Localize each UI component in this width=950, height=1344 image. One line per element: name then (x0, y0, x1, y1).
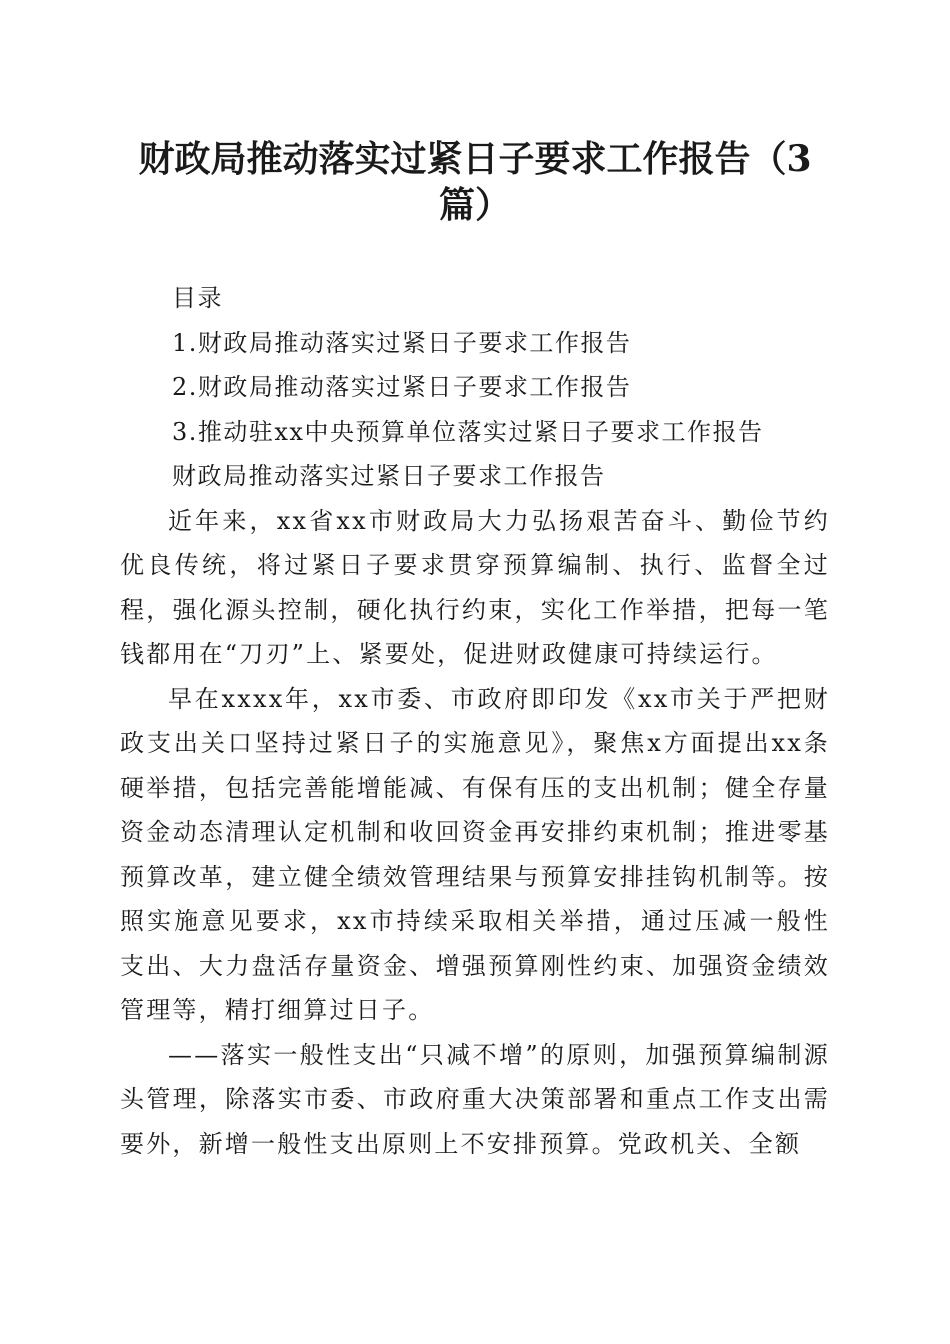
paragraph-1: 近年来，xx省xx市财政局大力弘扬艰苦奋斗、勤俭节约优良传统，将过紧日子要求贯穿预算编制、执行、监督全过程，强化源头控制，硬化执行约束，实化工作举措，把每一笔钱都用在“刀刃”上、紧要处，促进财政健康可持续运行。 (120, 506, 830, 668)
paragraph-3: ——落实一般性支出“只减不增”的原则，加强预算编制源头管理，除落实市委、市政府重大决策部署和重点工作支出需要外，新增一般性支出原则上不安排预算。党政机关、全额 (120, 1040, 830, 1158)
toc-item-3: 3.推动驻xx中央预算单位落实过紧日子要求工作报告 (172, 417, 764, 446)
document-title: 财政局推动落实过紧日子要求工作报告（3篇） (138, 138, 812, 226)
document-body (120, 276, 830, 1166)
toc-item-1: 1.财政局推动落实过紧日子要求工作报告 (172, 328, 632, 357)
section-heading: 财政局推动落实过紧日子要求工作报告 (172, 462, 606, 490)
toc-item-2: 2.财政局推动落实过紧日子要求工作报告 (172, 373, 632, 401)
toc-label: 目录 (172, 284, 223, 312)
paragraph-2: 早在xxxx年，xx市委、市政府即印发《xx市关于严把财政支出关口坚持过紧日子的实施意见》，聚焦x方面提出xx条硬举措，包括完善能增能减、有保有压的支出机制；健全存量资金动态清理认定机制和收回资金再安排约束机制；推进零基预算改革，建立健全绩效管理结果与预算安排挂钩机制等。按照实施意见要求，xx市持续采取相关举措，通过压减一般性支出、大力盘活存量资金、增强预算刚性约束、加强资金绩效管理等，精打细算过日子。 (120, 684, 830, 1024)
